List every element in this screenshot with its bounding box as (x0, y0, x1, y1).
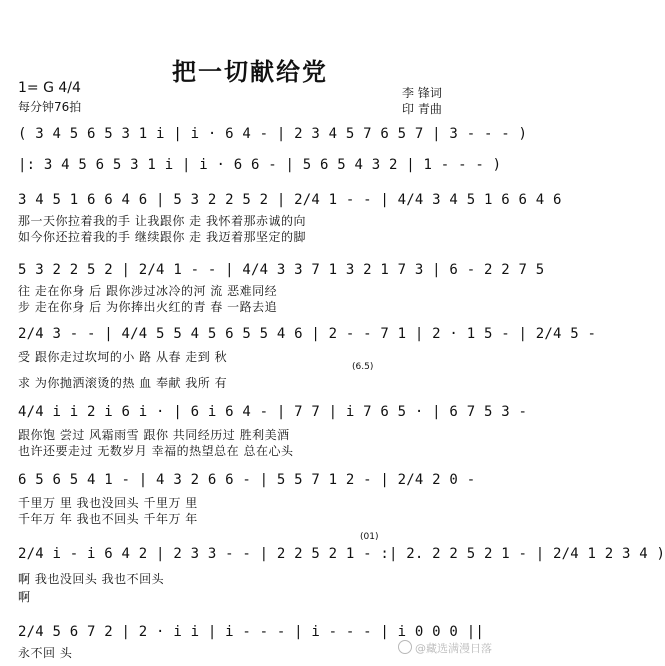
lyric-line-6a: 跟你饱 尝过 风霜雨雪 跟你 共同经历过 胜利美酒 (18, 428, 290, 442)
watermark-icon (398, 640, 412, 654)
repeat-mark: (01) (360, 532, 379, 542)
lyric-line-8a: 啊 我也没回头 我也不回头 (18, 572, 165, 586)
watermark-text: @藏选满漫日落 (415, 642, 492, 655)
notation-row-5: 2/4 3 - - | 4/4 5 5 4 5 6 5 5 4 6 | 2 - - 7 1 | 2 · 1 5 - | 2/4 5 - (18, 326, 597, 342)
composer-credit: 印 青曲 (402, 102, 442, 116)
notation-row-6: 4/4 i i 2 i 6 i · | 6 i 6 4 - | 7 7 | i 7 6 5 · | 6 7 5 3 - (18, 404, 528, 420)
lyric-line-3a: 那一天你拉着我的手 让我跟你 走 我怀着那赤诚的向 (18, 214, 306, 228)
notation-row-3: 3 4 5 1 6 6 4 6 | 5 3 2 2 5 2 | 2/4 1 - - | 4/4 3 4 5 1 6 6 4 6 (18, 192, 562, 208)
watermark (398, 640, 492, 656)
notation-row-intro-1: ( 3 4 5 6 5 3 1 i | i · 6 4 - | 2 3 4 5 7 6 5 7 | 3 - - - ) (18, 126, 528, 142)
lyric-line-3b: 如今你还拉着我的手 继续跟你 走 我迈着那坚定的脚 (18, 230, 306, 244)
notation-row-intro-2: |: 3 4 5 6 5 3 1 i | i · 6 6 - | 5 6 5 4 3 2 | 1 - - - ) (18, 157, 502, 173)
lyric-line-4b: 步 走在你身 后 为你捧出火红的青 春 一路去追 (18, 300, 278, 314)
tempo-marking: 每分钟76拍 (18, 100, 82, 114)
performance-mark: (6.5) (352, 362, 374, 372)
lyric-line-8b: 啊 (18, 590, 31, 604)
lyric-line-7a: 千里万 里 我也没回头 千里万 里 (18, 496, 198, 510)
lyric-line-7b: 千年万 年 我也不回头 千年万 年 (18, 512, 198, 526)
notation-row-9: 2/4 5 6 7 2 | 2 · i i | i - - - | i - - - | i 0 0 0 || (18, 624, 484, 640)
lyric-line-4a: 往 走在你身 后 跟你涉过冰冷的河 流 恶难同经 (18, 284, 278, 298)
lyricist-credit: 李 锋词 (402, 86, 442, 100)
lyric-line-6b: 也许还要走过 无数岁月 幸福的热望总在 总在心头 (18, 444, 294, 458)
notation-row-4: 5 3 2 2 5 2 | 2/4 1 - - | 4/4 3 3 7 1 3 2 1 7 3 | 6 - 2 2 7 5 (18, 262, 545, 278)
lyric-line-5a: 受 跟你走过坎坷的小 路 从春 走到 秋 (18, 350, 228, 364)
key-signature: 1= G 4/4 (18, 80, 81, 96)
notation-row-8: 2/4 i - i 6 4 2 | 2 3 3 - - | 2 2 5 2 1 - :| 2. 2 2 5 2 1 - | 2/4 1 2 3 4 ) (18, 546, 665, 562)
notation-row-7: 6 5 6 5 4 1 - | 4 3 2 6 6 - | 5 5 7 1 2 - | 2/4 2 0 - (18, 472, 476, 488)
song-title: 把一切献给党 (172, 58, 328, 86)
lyric-line-9a: 永不回 头 (18, 646, 73, 660)
lyric-line-5b: 求 为你抛洒滚烫的热 血 奉献 我所 有 (18, 376, 228, 390)
